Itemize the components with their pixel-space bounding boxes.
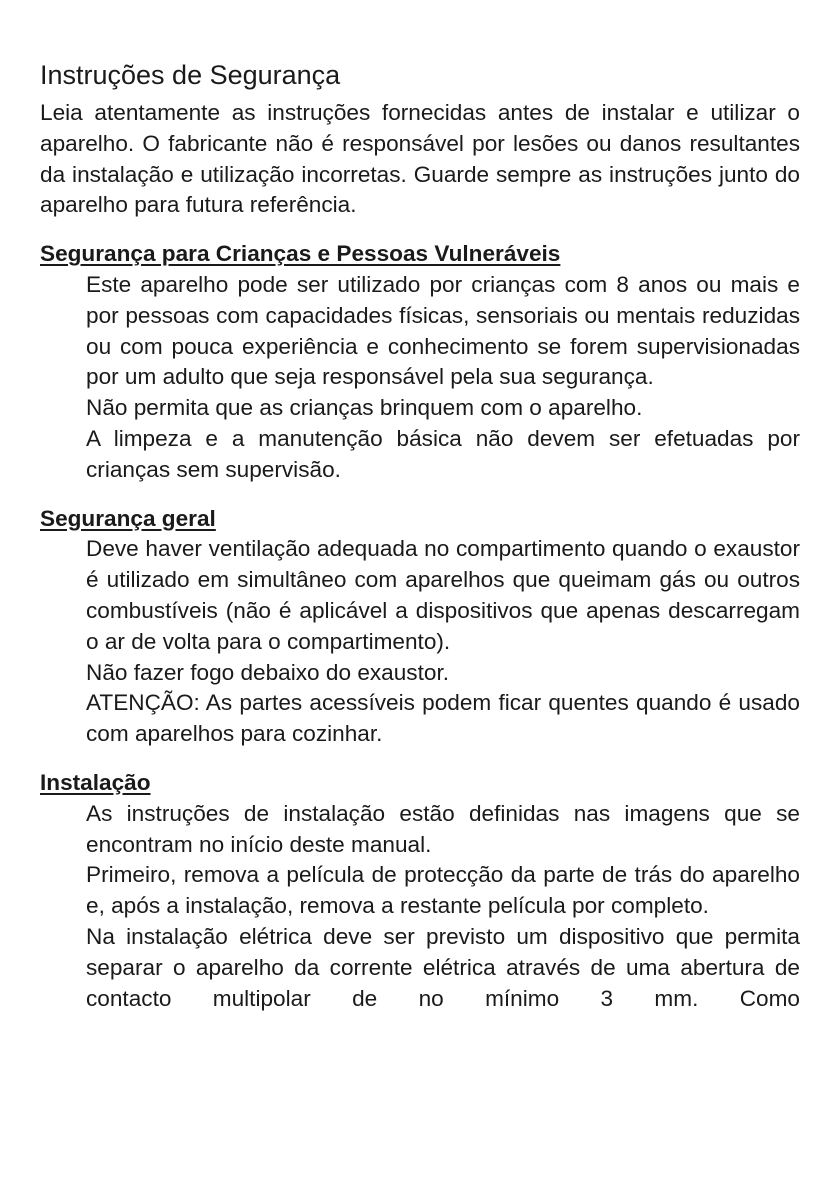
list-item: Primeiro, remova a película de protecção da parte de trás do aparelho e, após a instalação, remova a restante película por completo.	[86, 862, 800, 919]
section-heading: Segurança geral	[40, 505, 216, 531]
manual-page	[40, 58, 800, 1032]
section-installation	[40, 768, 800, 1014]
list-item: Não fazer fogo debaixo do exaustor.	[86, 659, 449, 685]
section-item-list	[40, 799, 800, 1015]
section-heading: Segurança para Crianças e Pessoas Vulneráveis	[40, 241, 561, 267]
list-item: Deve haver ventilação adequada no compartimento quando o exaustor é utilizado em simultâneo com aparelhos que queimam gás ou outros combustíveis (não é aplicável a dispositivos que apenas descarregam o ar de volta para o compartimento).	[86, 536, 800, 654]
list-item: As instruções de instalação estão definidas nas imagens que se encontram no início deste manual.	[86, 800, 800, 857]
section-item-list	[40, 270, 800, 486]
list-item: Este aparelho pode ser utilizado por crianças com 8 anos ou mais e por pessoas com capacidades físicas, sensoriais ou mentais reduzidas ou com pouca experiência e conhecimento se forem supervisionadas por um adulto que seja responsável pela sua segurança.	[86, 271, 800, 390]
section-children-safety	[40, 239, 800, 485]
intro-paragraph: Leia atentamente as instruções fornecidas antes de instalar e utilizar o aparelho. O fabricante não é responsável por lesões ou danos resultantes da instalação e utilização incorretas. Guarde sempre as instruções junto do aparelho para futura referência.	[40, 100, 800, 218]
list-item: Na instalação elétrica deve ser previsto um dispositivo que permita separar o aparelho da corrente elétrica através de uma abertura de contacto multipolar de no mínimo 3 mm. Como	[86, 923, 800, 1011]
section-general-safety	[40, 504, 800, 750]
list-item: Não permita que as crianças brinquem com o aparelho.	[86, 395, 643, 421]
list-item: A limpeza e a manutenção básica não devem ser efetuadas por crianças sem supervisão.	[86, 425, 800, 482]
section-item-list	[40, 534, 800, 750]
page-title: Instruções de Segurança	[40, 60, 341, 90]
section-heading: Instalação	[40, 769, 151, 795]
list-item: ATENÇÃO: As partes acessíveis podem ficar quentes quando é usado com aparelhos para cozinhar.	[86, 690, 800, 747]
